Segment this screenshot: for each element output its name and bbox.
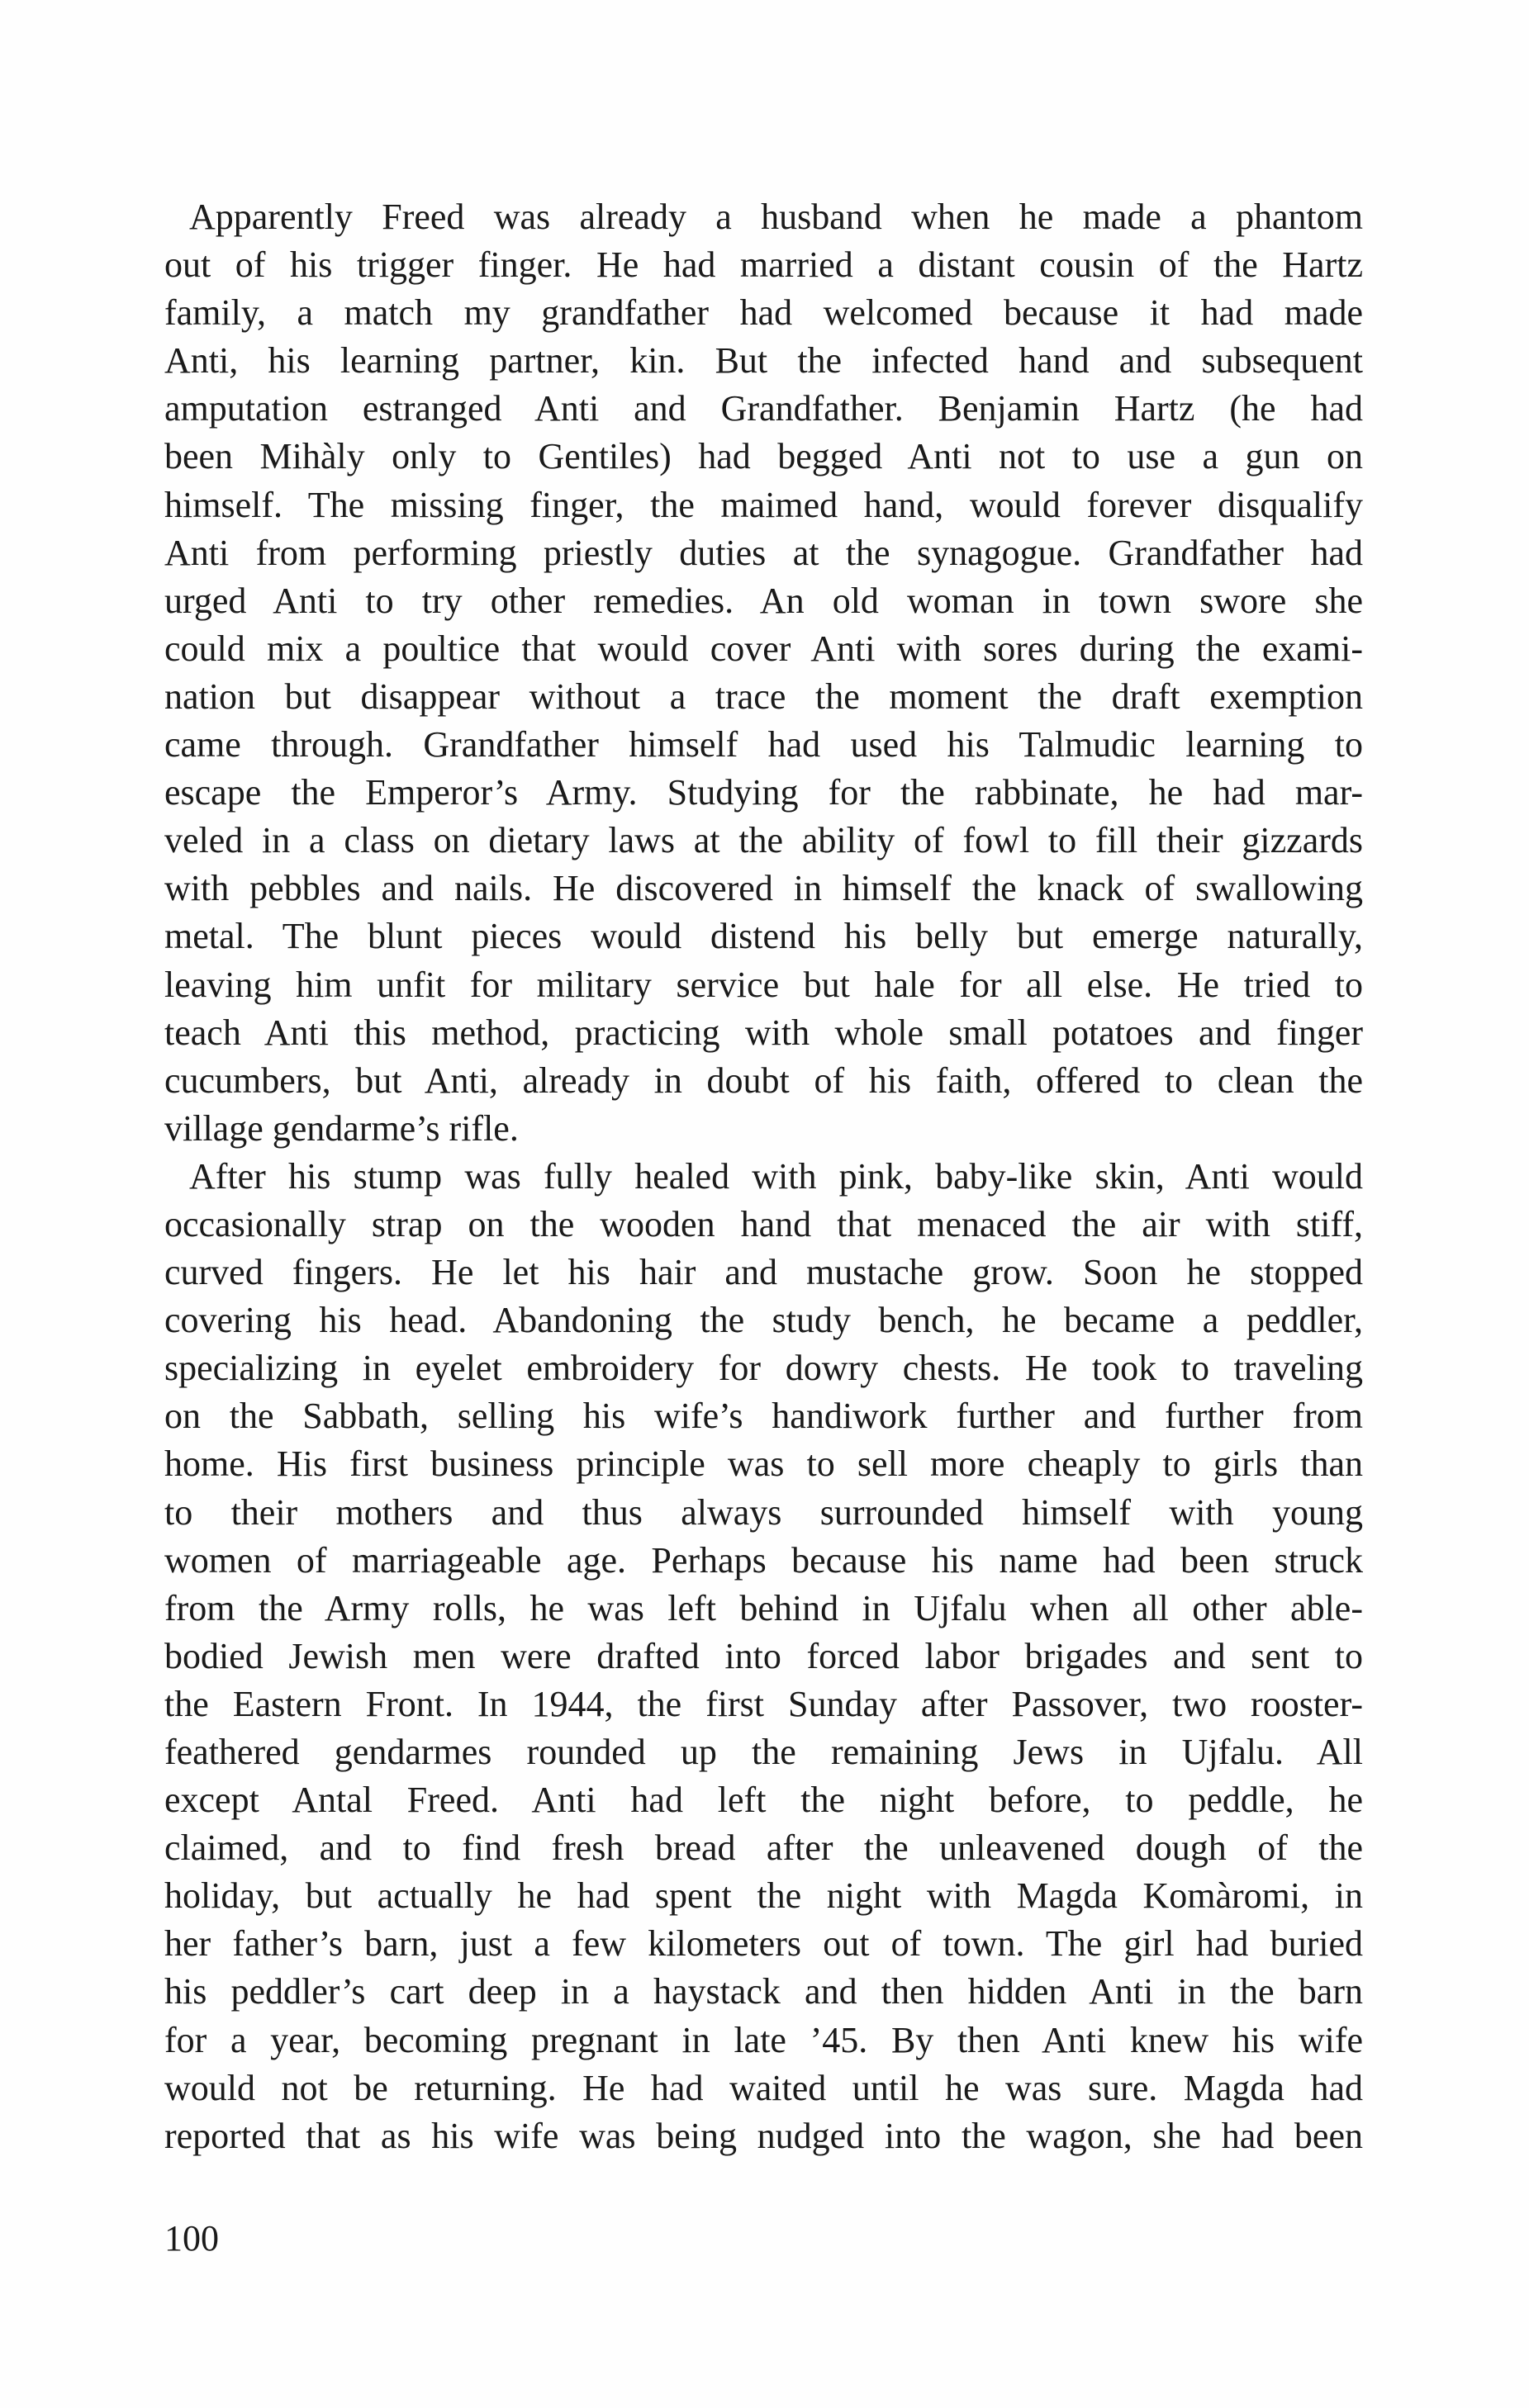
- paragraph: [164, 1153, 1363, 2160]
- text-line: Anti from performing priestly duties at the synagogue. Grandfather had: [164, 532, 1363, 573]
- text-line: been Mihàly only to Gentiles) had begged Anti not to use a gun on: [164, 436, 1363, 477]
- text-line: amputation estranged Anti and Grandfather. Benjamin Hartz (he had: [164, 388, 1363, 429]
- text-line: veled in a class on dietary laws at the ability of fowl to fill their gizzards: [164, 820, 1363, 861]
- text-line: escape the Emperor’s Army. Studying for the rabbinate, he had mar-: [164, 772, 1363, 813]
- text-line: urged Anti to try other remedies. An old woman in town swore she: [164, 580, 1363, 621]
- text-line: family, a match my grandfather had welcomed because it had made: [164, 292, 1363, 334]
- text-line: would not be returning. He had waited until he was sure. Magda had: [164, 2067, 1363, 2108]
- text-line: teach Anti this method, practicing with whole small potatoes and finger: [164, 1012, 1363, 1053]
- text-line: feathered gendarmes rounded up the remaining Jews in Ujfalu. All: [164, 1732, 1363, 1772]
- text-line: curved fingers. He let his hair and mustache grow. Soon he stopped: [164, 1252, 1363, 1293]
- text-line: home. His first business principle was to sell more cheaply to girls than: [164, 1443, 1363, 1485]
- text-line: women of marriageable age. Perhaps because his name had been struck: [164, 1539, 1363, 1581]
- text-line: except Antal Freed. Anti had left the night before, to peddle, he: [164, 1780, 1363, 1821]
- text-line: himself. The missing finger, the maimed hand, would forever disqualify: [164, 484, 1363, 525]
- paragraph: [164, 193, 1363, 1153]
- text-line: bodied Jewish men were drafted into forced labor brigades and sent to: [164, 1635, 1363, 1676]
- text-line: came through. Grandfather himself had used his Talmudic learning to: [164, 724, 1363, 766]
- text-line: leaving him unfit for military service but hale for all else. He tried to: [164, 964, 1363, 1005]
- text-line: metal. The blunt pieces would distend his belly but emerge naturally,: [164, 916, 1363, 957]
- text-line: to their mothers and thus always surrounded himself with young: [164, 1491, 1363, 1533]
- text-line: After his stump was fully healed with pink, baby-like skin, Anti would: [189, 1155, 1363, 1197]
- text-line: the Eastern Front. In 1944, the first Sunday after Passover, two rooster-: [164, 1683, 1363, 1724]
- text-line: occasionally strap on the wooden hand that menaced the air with stiff,: [164, 1203, 1363, 1244]
- text-line: on the Sabbath, selling his wife’s handiwork further and further from: [164, 1396, 1363, 1437]
- text-line: village gendarme’s rifle.: [164, 1107, 519, 1149]
- text-line: could mix a poultice that would cover Anti with sores during the exami-: [164, 628, 1363, 669]
- text-line: claimed, and to find fresh bread after the unleavened dough of the: [164, 1827, 1363, 1869]
- text-line: her father’s barn, just a few kilometers out of town. The girl had buried: [164, 1923, 1363, 1965]
- body-text: [164, 193, 1363, 2160]
- page-number: 100: [164, 2218, 219, 2259]
- text-line: cucumbers, but Anti, already in doubt of his faith, offered to clean the: [164, 1059, 1363, 1101]
- text-line: specializing in eyelet embroidery for dowry chests. He took to traveling: [164, 1348, 1363, 1389]
- text-line: with pebbles and nails. He discovered in himself the knack of swallowing: [164, 868, 1363, 909]
- text-line: holiday, but actually he had spent the night with Magda Komàromi, in: [164, 1875, 1363, 1917]
- text-line: his peddler’s cart deep in a haystack and then hidden Anti in the barn: [164, 1971, 1363, 2012]
- text-line: Anti, his learning partner, kin. But the infected hand and subsequent: [164, 340, 1363, 382]
- text-line: reported that as his wife was being nudged into the wagon, she had been: [164, 2115, 1363, 2156]
- text-line: Apparently Freed was already a husband when he made a phantom: [189, 197, 1363, 237]
- text-line: nation but disappear without a trace the moment the draft exemption: [164, 675, 1363, 717]
- text-line: covering his head. Abandoning the study bench, he became a peddler,: [164, 1300, 1363, 1341]
- text-line: from the Army rolls, he was left behind in Ujfalu when all other able-: [164, 1587, 1363, 1628]
- text-line: out of his trigger finger. He had married a distant cousin of the Hartz: [164, 244, 1363, 286]
- text-line: for a year, becoming pregnant in late ’45. By then Anti knew his wife: [164, 2019, 1363, 2060]
